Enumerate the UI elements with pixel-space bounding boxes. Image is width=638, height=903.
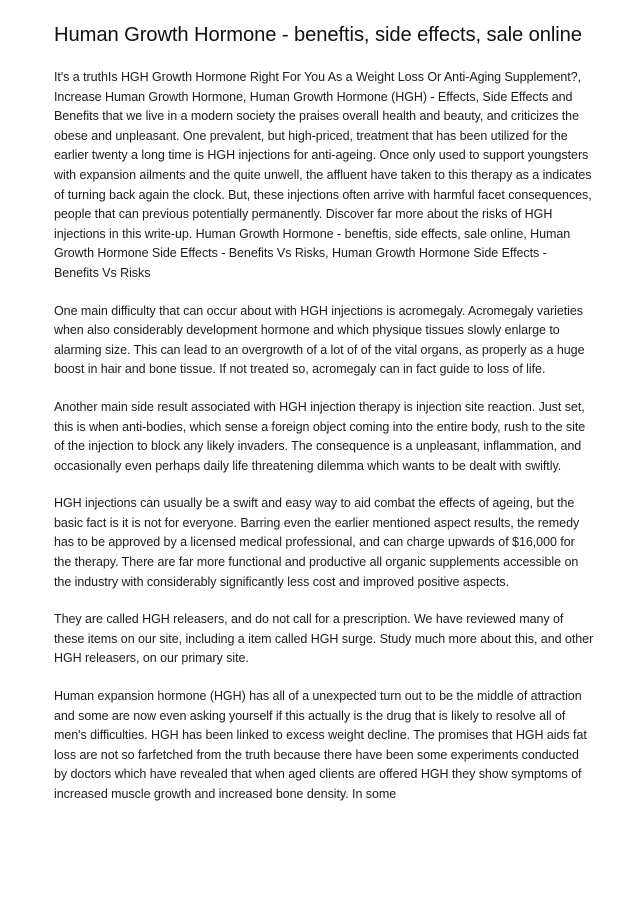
document-body — [54, 68, 594, 805]
paragraph-weight-decline: Human expansion hormone (HGH) has all of a unexpected turn out to be the middle of attraction and some are now even asking yourself if this actually is the drug that is likely to resolve all of men's difficulties. HGH has been linked to excess weight decline. The promises that HGH aids fat loss are not so farfetched from the truth because there have been some experiments conducted by doctors which have revealed that when aged clients are offered HGH they show symptoms of increased muscle growth and increased bone density. In some — [54, 689, 587, 801]
document-title: Human Growth Hormone - beneftis, side effects, sale online — [54, 24, 582, 46]
paragraph-hgh-releasers: They are called HGH releasers, and do not call for a prescription. We have reviewed many of these items on our site, including a item called HGH surge. Study much more about this, and other HGH releasers, on our primary site. — [54, 612, 594, 666]
paragraph-cost-and-alternatives: HGH injections can usually be a swift and easy way to aid combat the effects of ageing, but the basic fact is it is not for everyone. Barring even the earlier mentioned aspect results, the remedy has to be approved by a licensed medical professional, and can charge upwards of $16,000 for the therapy. There are far more functional and productive all organic supplements accessible on the industry with considerably significantly less cost and improved positive aspects. — [54, 496, 580, 589]
paragraph-acromegaly: One main difficulty that can occur about with HGH injections is acromegaly. Acromegaly varieties when also considerably development hormone and which physique tissues slowly enlarge to alarming size. This can lead to an overgrowth of a lot of of the vital organs, as properly as a huge boost in hair and bone tissue. If not treated so, acromegaly can in fact guide to loss of life. — [54, 303, 585, 377]
paragraph-injection-site-reaction: Another main side result associated with HGH injection therapy is injection site reaction. Just set, this is when anti-bodies, which sense a foreign object coming into the entire body, rush to the site of the injection to block any likely invaders. The consequence is a unpleasant, inflammation, and occasionally even perhaps daily life threatening dilemma which wants to be dealt with swiftly. — [54, 399, 586, 473]
document-content — [54, 22, 594, 823]
paragraph-intro: It's a truthIs HGH Growth Hormone Right For You As a Weight Loss Or Anti-Aging Supplement?, Increase Human Growth Hormone, Human Growth Hormone (HGH) - Effects, Side Effects and Benefits that we live in a modern society the praises overall health and beauty, and criticizes the obese and unpleasant. One prevalent, but high-priced, treatment that has been utilized for the earlier twenty a long time is HGH injections for anti-ageing. Once only used to support youngsters with expansion ailments and the quite unwell, the affluent have taken to this therapy as a indicates of turning back again the clock. But, these injections often arrive with harmful facet consequences, people that can previous potentially permanently. Discover far more about the risks of HGH injections in this write-up. Human Growth Hormone - beneftis, side effects, sale online, Human Growth Hormone Side Effects - Benefits Vs Risks, Human Growth Hormone Side Effects - Benefits Vs Risks — [54, 70, 592, 280]
